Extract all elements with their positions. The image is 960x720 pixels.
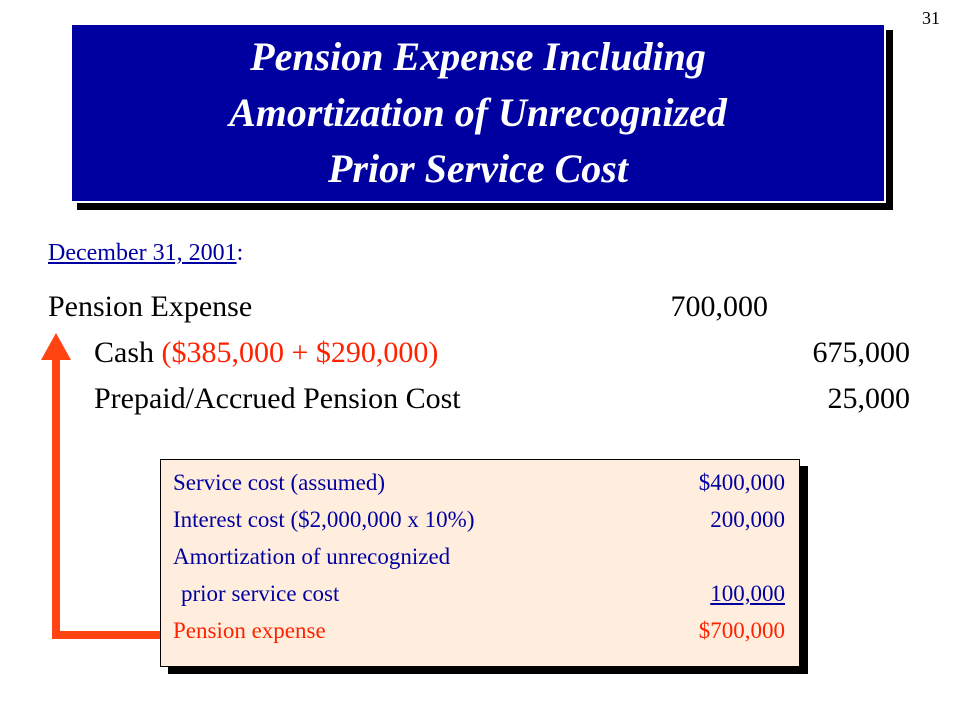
calc-label: Amortization of unrecognized [173, 544, 451, 569]
journal-debit: 700,000 [670, 290, 768, 323]
calc-value: 100,000 [710, 581, 785, 606]
title-line-3: Prior Service Cost [328, 146, 628, 191]
calc-label: Interest cost ($2,000,000 x 10%) [173, 507, 475, 532]
slide-number: 31 [922, 8, 940, 28]
journal-account: Pension Expense [48, 290, 253, 323]
calc-label: Pension expense [173, 618, 326, 643]
journal-account: Cash [94, 336, 162, 369]
calc-label: prior service cost [181, 581, 340, 606]
journal-credit: 25,000 [827, 382, 910, 415]
calc-label: Service cost (assumed) [173, 470, 386, 495]
link-arrow-line [56, 360, 160, 635]
entry-date-label: December 31, 2001 [48, 240, 237, 266]
calc-value: $700,000 [698, 618, 785, 643]
title-line-2: Amortization of Unrecognized [229, 90, 727, 135]
calc-value: $400,000 [698, 470, 785, 495]
journal-account-note: ($385,000 + $290,000) [161, 336, 439, 369]
title-line-1: Pension Expense Including [250, 34, 706, 79]
journal-credit: 675,000 [812, 336, 910, 369]
calc-value: 200,000 [710, 507, 785, 532]
journal-account: Prepaid/Accrued Pension Cost [94, 382, 461, 415]
entry-date-suffix: : [236, 240, 244, 266]
arrowhead-icon [41, 333, 71, 360]
